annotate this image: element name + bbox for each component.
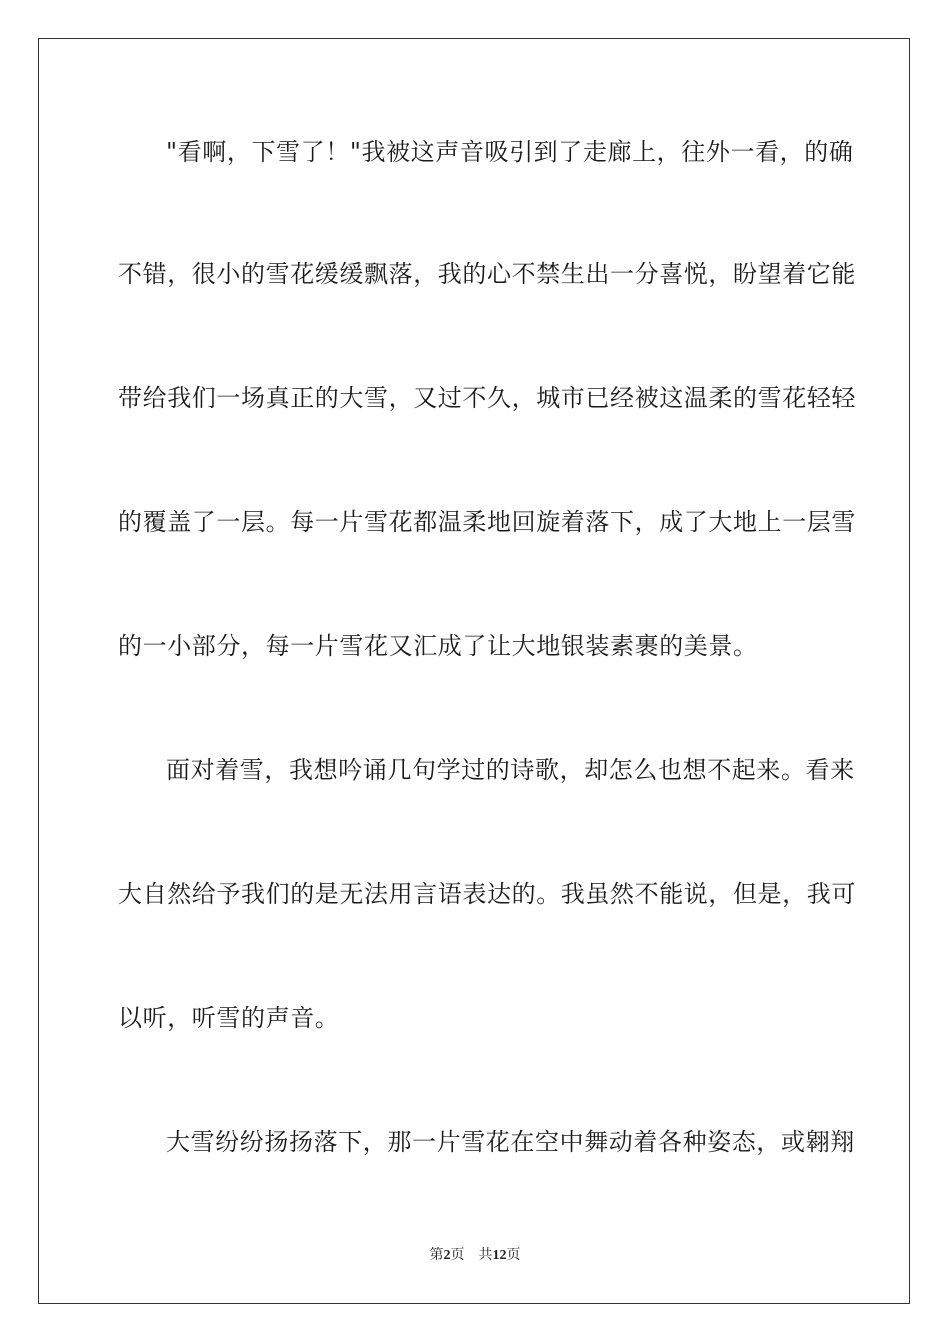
paragraph-2-line-2: 大自然给予我们的是无法用言语表达的。我虽然不能说，但是，我可 [118, 880, 856, 908]
paragraph-3-line-1: 大雪纷纷扬扬落下，那一片雪花在空中舞动着各种姿态，或翱翔 [166, 1128, 855, 1156]
paragraph-2-line-3: 以听，听雪的声音。 [118, 1004, 340, 1032]
page-border [38, 38, 910, 1304]
page-number: 2 [443, 1248, 451, 1263]
total-suffix: 页 [506, 1248, 521, 1263]
total-pages: 12 [492, 1248, 507, 1263]
page-footer [0, 1247, 950, 1265]
paragraph-1-line-1: "看啊，下雪了！"我被这声音吸引到了走廊上，往外一看，的确 [166, 138, 854, 166]
paragraph-1-line-3: 带给我们一场真正的大雪，又过不久，城市已经被这温柔的雪花轻轻 [118, 384, 856, 412]
paragraph-1-line-4: 的覆盖了一层。每一片雪花都温柔地回旋着落下，成了大地上一层雪 [118, 508, 856, 536]
paragraph-2-line-1: 面对着雪，我想吟诵几句学过的诗歌，却怎么也想不起来。看来 [166, 756, 855, 784]
page-suffix: 页 [450, 1248, 465, 1263]
page-prefix: 第 [429, 1248, 444, 1263]
total-prefix: 共 [478, 1248, 493, 1263]
paragraph-1-line-5: 的一小部分，每一片雪花又汇成了让大地银装素裹的美景。 [118, 632, 758, 660]
paragraph-1-line-2: 不错，很小的雪花缓缓飘落，我的心不禁生出一分喜悦，盼望着它能 [118, 260, 856, 288]
